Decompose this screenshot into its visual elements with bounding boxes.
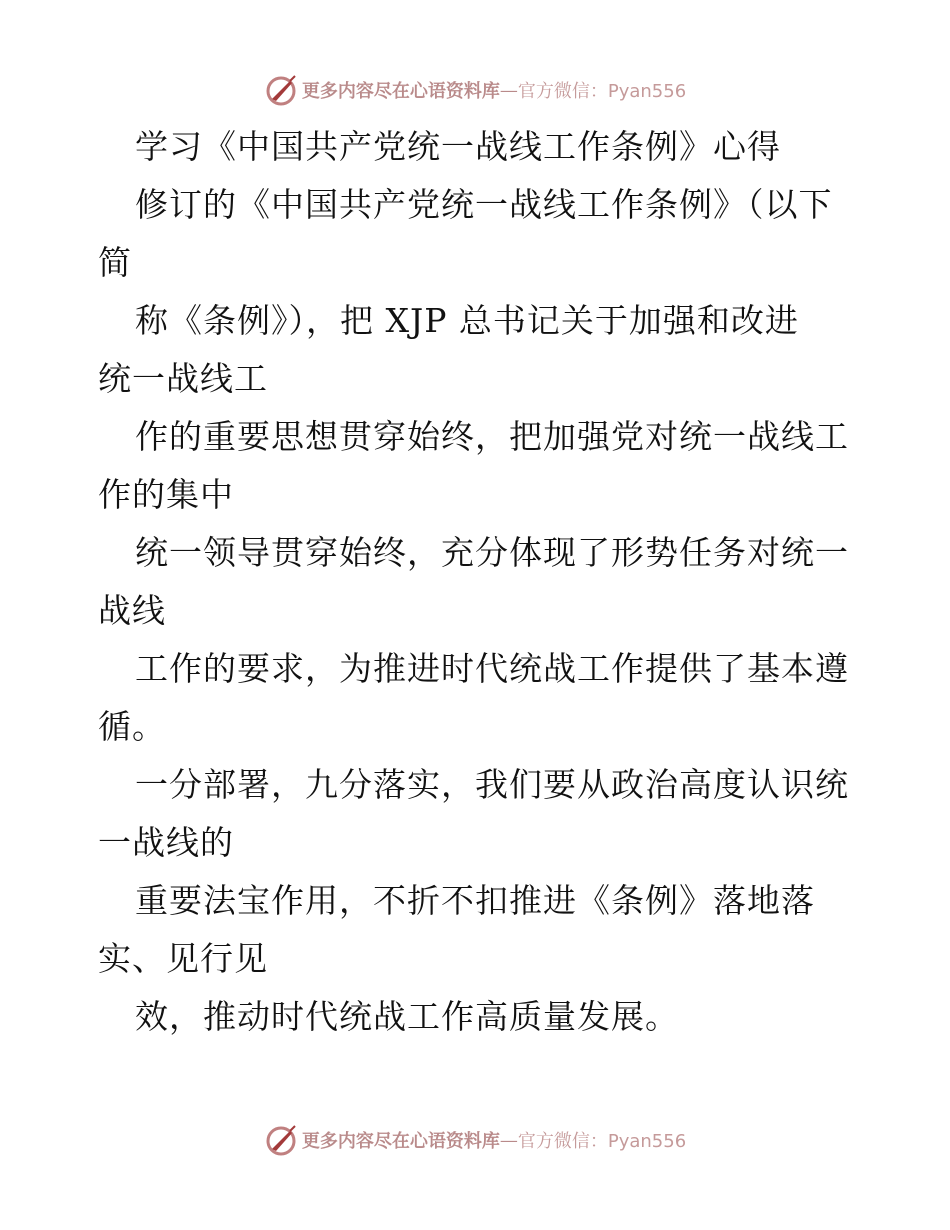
document-line: 作的集中 xyxy=(98,475,234,514)
document-body xyxy=(98,118,868,1046)
document-line: 简 xyxy=(98,243,132,282)
document-line: 称《条例》），把 XJP 总书记关于加强和改进 xyxy=(135,301,799,340)
document-line: 一分部署，九分落实，我们要从政治高度认识统 xyxy=(135,765,849,804)
watermark-header xyxy=(0,70,950,110)
watermark-wechat-text: 官方微信：Pyan556 xyxy=(517,81,687,102)
document-line: 重要法宝作用，不折不扣推进《条例》落地落 xyxy=(135,881,815,920)
document-line: 实、见行见 xyxy=(98,939,268,978)
watermark-footer xyxy=(0,1120,950,1160)
watermark-main-text: 更多内容尽在心语资料库 xyxy=(301,1131,500,1152)
document-line: 战线 xyxy=(98,591,166,630)
watermark-dash: — xyxy=(499,79,518,101)
document-line: 作的重要思想贯穿始终，把加强党对统一战线工 xyxy=(135,417,849,456)
quill-logo-icon xyxy=(264,1123,298,1157)
document-line: 修订的《中国共产党统一战线工作条例》（以下 xyxy=(135,185,833,224)
quill-logo-icon xyxy=(264,73,298,107)
document-line: 统一战线工 xyxy=(98,359,268,398)
document-line: 学习《中国共产党统一战线工作条例》心得 xyxy=(135,127,781,166)
watermark-wechat-text: 官方微信：Pyan556 xyxy=(517,1131,687,1152)
watermark-main-text: 更多内容尽在心语资料库 xyxy=(301,81,500,102)
document-line: 循。 xyxy=(98,707,166,746)
document-line: 统一领导贯穿始终，充分体现了形势任务对统一 xyxy=(135,533,849,572)
watermark-dash: — xyxy=(499,1129,518,1151)
document-line: 一战线的 xyxy=(98,823,234,862)
document-line: 工作的要求，为推进时代统战工作提供了基本遵 xyxy=(135,649,849,688)
document-line: 效，推动时代统战工作高质量发展。 xyxy=(135,997,679,1036)
